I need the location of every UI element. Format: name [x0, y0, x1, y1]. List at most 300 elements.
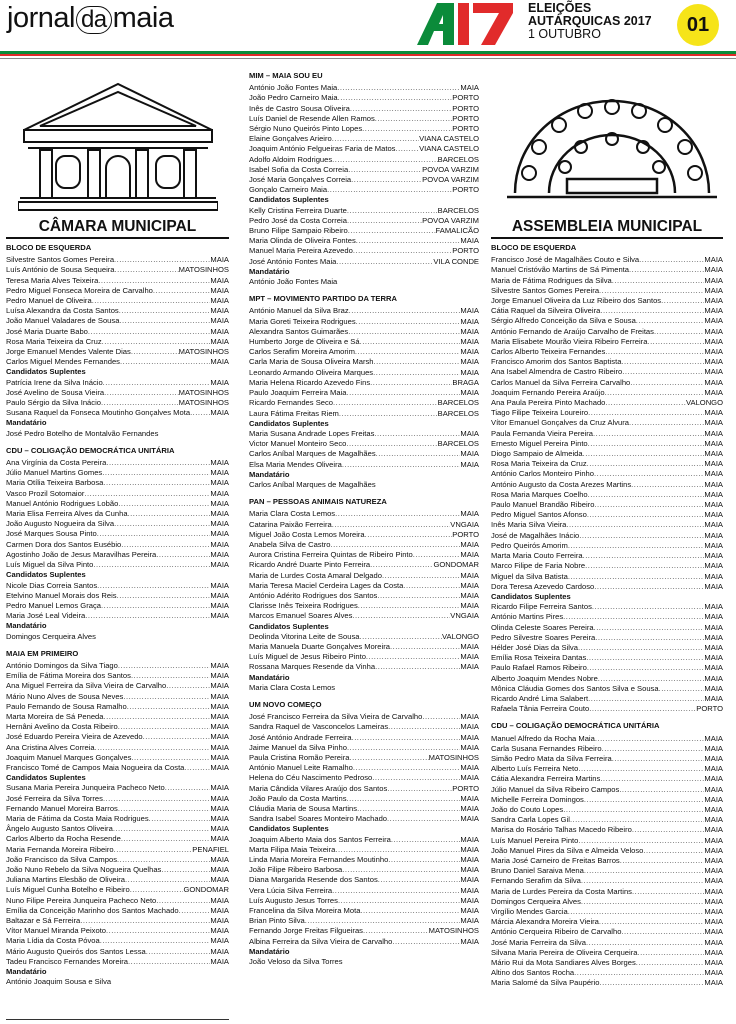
party-title: MIM – MAIA SOU EU	[249, 71, 323, 80]
candidate-municipality: MAIA	[210, 336, 229, 346]
candidate-municipality: MAIA	[460, 590, 479, 600]
candidate-name: Silvestre Santos Gomes Pereira	[6, 255, 115, 265]
candidate-municipality: MAIA	[704, 794, 723, 804]
thin-stripe	[0, 58, 736, 59]
candidate-municipality: MAIA	[210, 834, 229, 844]
candidate-municipality: MAIA	[704, 561, 723, 571]
candidate-municipality: MAIA	[704, 479, 723, 489]
candidate-municipality: BARCELOS	[437, 205, 479, 215]
candidate-name: Susana Maria Pereira Junqueira Pacheco Neto	[6, 783, 165, 793]
candidate-row	[491, 684, 723, 694]
candidate-name: Cátia Alexandra Ferreira Martins	[491, 774, 601, 784]
candidate-municipality: PORTO	[452, 124, 479, 134]
candidate-row	[249, 409, 479, 419]
candidate-row	[6, 916, 229, 926]
candidate-row	[249, 652, 479, 662]
candidate-name: Marcos Emanuel Soares Alves	[249, 611, 353, 621]
candidate-municipality: MAIA	[210, 590, 229, 600]
candidate-row	[491, 531, 723, 541]
candidate-name: Sandra Raquel de Vasconcelos Lameiras	[249, 722, 389, 732]
dot-leader	[332, 134, 419, 144]
dot-leader	[102, 468, 210, 478]
candidate-row	[6, 753, 229, 763]
candidate-name: Ana Miguel Ferreira da Silva Vieira de Carvalho	[6, 681, 167, 691]
subsection-label: Candidatos Suplentes	[6, 773, 86, 783]
dot-leader	[600, 774, 704, 784]
candidate-row	[6, 783, 229, 793]
candidate-municipality: MAIA	[704, 845, 723, 855]
dot-leader	[337, 83, 460, 93]
candidate-municipality: MAIA	[210, 946, 229, 956]
candidate-municipality: MAIA	[460, 804, 479, 814]
candidate-row	[249, 144, 479, 154]
dot-leader	[101, 601, 210, 611]
candidate-municipality: VALONGO	[442, 631, 479, 641]
candidate-municipality: VIANA CASTELO	[419, 134, 479, 144]
dot-leader	[619, 785, 704, 795]
candidate-row	[491, 856, 723, 866]
subsection-label: Mandatário	[6, 967, 47, 977]
candidate-name: Rossana Marques Resende da Vinha	[249, 662, 376, 672]
candidate-name: António Manuel da Silva Braz	[249, 306, 349, 316]
candidate-name: João Augusto Nogueira da Silva	[6, 519, 115, 529]
candidate-row	[491, 398, 723, 408]
dot-leader	[587, 510, 705, 520]
subsection-label: Mandatário	[249, 672, 290, 682]
candidate-name: Miguel da Silva Batista	[491, 571, 568, 581]
candidate-name: Cátia Raquel da Silveira Oliveira	[491, 306, 601, 316]
subsection-label: Mandatário	[249, 946, 290, 956]
subsection-label: Candidatos Suplentes	[491, 591, 571, 601]
dot-leader	[595, 633, 704, 643]
candidate-municipality: MAIA	[210, 600, 229, 610]
candidate-municipality: MAIA	[460, 662, 479, 672]
candidate-row	[249, 865, 479, 875]
candidate-municipality: MAIA	[460, 428, 479, 438]
candidate-municipality: MAIA	[210, 854, 229, 864]
candidate-municipality: PORTO	[452, 93, 479, 103]
dot-leader	[413, 550, 461, 560]
candidate-municipality: GONDOMAR	[433, 560, 479, 570]
candidate-name: Carlos Alberto da Rocha Resende	[6, 834, 121, 844]
candidate-row	[249, 388, 479, 398]
candidate-municipality: MAIA	[210, 519, 229, 529]
candidate-municipality: MAIA	[704, 489, 723, 499]
dot-leader	[119, 316, 210, 326]
candidate-municipality: MAIA	[704, 387, 723, 397]
candidate-name: Maria Helena Ricardo Azevedo Fins	[249, 377, 371, 387]
candidate-row	[491, 633, 723, 643]
dot-leader	[104, 712, 211, 722]
candidate-name: Brian Pinto Silva	[249, 916, 305, 926]
dot-leader	[121, 540, 210, 550]
candidate-municipality: MAIA	[210, 671, 229, 681]
candidate-name: Ernesto Miguel Pereira Pinto	[491, 438, 588, 448]
candidate-municipality: MAIA	[460, 580, 479, 590]
dot-leader	[594, 500, 704, 510]
dot-leader	[100, 936, 211, 946]
candidate-name: José António Andrade Ferreira	[249, 732, 352, 742]
candidate-municipality: MAIA	[460, 347, 479, 357]
candidate-municipality: MAIA	[210, 549, 229, 559]
dot-leader	[382, 571, 460, 581]
dot-leader	[636, 958, 705, 968]
candidate-row	[6, 468, 229, 478]
party-title: BLOCO DE ESQUERDA	[491, 243, 577, 252]
dot-leader	[581, 876, 705, 886]
candidate-row	[249, 642, 479, 652]
candidate-name: Susana Raquel da Fonseca Moutinho Gonçalves Mota	[6, 408, 191, 418]
candidate-row	[491, 357, 723, 367]
dot-leader	[563, 805, 704, 815]
candidate-name: José Eduardo Pereira Vieira de Azevedo	[6, 732, 143, 742]
candidate-row	[491, 388, 723, 398]
candidate-name: Marco Filipe de Faria Nobre	[491, 561, 586, 571]
candidate-row	[6, 529, 229, 539]
candidate-name: João Manuel Valadares de Sousa	[6, 316, 120, 326]
candidate-row	[491, 582, 723, 592]
candidate-municipality: PORTO	[452, 246, 479, 256]
candidate-name: Anabela Silva de Castro	[249, 539, 331, 549]
candidate-row	[6, 408, 229, 418]
candidate-row	[6, 357, 229, 367]
party-section	[249, 700, 479, 967]
candidate-name: Inês de Castro Sousa Oliveira	[249, 103, 350, 113]
candidate-row	[6, 519, 229, 529]
camara-candidates-column-2	[249, 71, 479, 967]
candidate-row	[491, 694, 723, 704]
candidate-name: Maria Goreti Teixeira Rodrigues	[249, 316, 356, 326]
candidate-municipality: MAIA	[704, 917, 723, 927]
dot-leader	[156, 550, 210, 560]
candidate-row	[249, 591, 479, 601]
candidate-row	[491, 805, 723, 815]
dot-leader	[360, 906, 460, 916]
candidate-name: Albina Ferreira da Silva Vieira de Carvalho	[249, 936, 393, 946]
assembly-hemicycle-icon	[507, 95, 717, 205]
candidate-municipality: MAIA	[210, 681, 229, 691]
candidate-municipality: MAIA	[460, 814, 479, 824]
candidate-row	[249, 906, 479, 916]
dot-leader	[95, 743, 211, 753]
candidate-name: Manuel Alfredo da Rocha Maia	[491, 733, 595, 743]
candidate-municipality: MAIA	[704, 377, 723, 387]
assembleia-municipal-title: ASSEMBLEIA MUNICIPAL	[511, 218, 703, 235]
candidate-name: Maria Elisa Ferreira Alves da Cunha	[6, 509, 128, 519]
candidate-municipality: MAIA	[210, 488, 229, 498]
subsection-label: Mandatário	[6, 621, 47, 631]
candidate-row	[491, 785, 723, 795]
camara-candidates-column	[6, 243, 229, 987]
candidate-municipality: MAIA	[704, 774, 723, 784]
candidate-row	[6, 398, 229, 408]
candidate-row	[6, 936, 229, 946]
candidate-row	[491, 968, 723, 978]
dot-leader	[80, 916, 210, 926]
candidate-row	[6, 478, 229, 488]
dot-leader	[101, 398, 179, 408]
candidate-municipality: MAIA	[210, 316, 229, 326]
candidate-row	[6, 855, 229, 865]
candidate-municipality: MAIA	[704, 947, 723, 957]
candidate-row	[6, 255, 229, 265]
candidate-municipality: MAIA	[460, 652, 479, 662]
dot-leader	[395, 144, 419, 154]
candidate-row	[491, 265, 723, 275]
dot-leader	[114, 845, 193, 855]
dot-leader	[593, 429, 704, 439]
candidate-row	[491, 653, 723, 663]
subsection-label: Mandatário	[6, 418, 47, 428]
candidate-name: António Domingos da Silva Tiago	[6, 660, 118, 670]
candidate-row	[249, 611, 479, 621]
candidate-row	[491, 327, 723, 337]
dot-leader	[403, 581, 460, 591]
candidate-row	[249, 722, 479, 732]
dot-leader	[362, 124, 452, 134]
candidate-municipality: MAIA	[210, 916, 229, 925]
candidate-row	[6, 296, 229, 306]
dot-leader	[114, 255, 210, 265]
candidate-municipality: MAIA	[210, 905, 229, 915]
party-section	[6, 243, 229, 439]
candidate-municipality: MAIA	[704, 530, 723, 540]
candidate-municipality: MAIA	[704, 642, 723, 652]
dot-leader	[388, 855, 460, 865]
candidate-municipality: MATOSINHOS	[428, 753, 479, 762]
candidate-name: Altino dos Santos Rocha	[491, 968, 575, 978]
party-section	[491, 721, 723, 988]
candidate-name: António Martins Pires	[491, 612, 564, 622]
candidate-name: Tadeu Francisco Fernandes Moreira	[6, 956, 128, 966]
candidate-name: Júlio Manuel da Silva Ribeiro Campos	[491, 784, 620, 794]
dot-leader	[375, 662, 460, 672]
candidate-municipality: MAIA	[704, 306, 723, 316]
dot-leader	[391, 835, 461, 845]
candidate-municipality: MAIA	[704, 428, 723, 438]
dot-leader	[612, 276, 705, 286]
candidate-municipality: MAIA	[704, 968, 723, 978]
dot-leader	[390, 642, 460, 652]
mandatario-name: António João Fontes Maia	[249, 277, 338, 287]
candidate-row	[491, 429, 723, 439]
candidate-row	[6, 661, 229, 671]
page-number-badge: 01	[677, 4, 719, 46]
candidate-name: Maria de Fátima da Costa Maia Rodrigues	[6, 813, 149, 823]
candidate-name: Etelvino Manuel Morais dos Reis	[6, 590, 117, 600]
candidate-municipality: MAIA	[460, 459, 479, 469]
candidate-municipality: MAIA	[210, 824, 229, 834]
dot-leader	[118, 499, 210, 509]
candidate-name: Vasco Prozil Sotomaior	[6, 488, 85, 498]
dot-leader	[305, 916, 461, 926]
dot-leader	[568, 541, 705, 551]
candidate-name: Vítor Manuel Miranda Peixoto	[6, 926, 107, 936]
candidate-name: Marisa do Rosário Talhas Macedo Ribeiro	[491, 825, 632, 835]
candidate-municipality: MAIA	[460, 855, 479, 865]
candidate-row	[491, 815, 723, 825]
candidate-municipality: PORTO	[452, 185, 479, 195]
candidate-municipality: MAIA	[460, 326, 479, 336]
candidate-name: Ana Virgínia da Costa Pereira	[6, 458, 107, 468]
candidate-name: Hélder José Dias da Silva	[491, 642, 578, 652]
dot-leader	[342, 460, 461, 470]
candidate-row	[491, 623, 723, 633]
candidate-row	[491, 795, 723, 805]
title-underline	[6, 237, 229, 239]
dot-leader	[612, 754, 705, 764]
candidate-row	[491, 876, 723, 886]
dot-leader	[117, 855, 210, 865]
candidate-name: Silvestre Santos Gomes Pereira	[491, 285, 600, 295]
candidate-row	[6, 591, 229, 601]
candidate-municipality: VALONGO	[686, 398, 723, 408]
dot-leader	[659, 684, 705, 694]
candidate-municipality: MAIA	[460, 641, 479, 651]
party-section	[249, 497, 479, 693]
candidate-name: Emília Rosa Teixeira Dantas	[491, 653, 587, 663]
candidate-municipality: MAIA	[704, 693, 723, 703]
candidate-row	[249, 337, 479, 347]
candidate-name: Adolfo Aldoim Rodrigues	[249, 154, 333, 164]
candidate-row	[491, 764, 723, 774]
dot-leader	[114, 519, 210, 529]
candidate-name: Kelly Cristina Ferreira Duarte	[249, 205, 347, 215]
candidate-municipality: MAIA	[704, 886, 723, 896]
candidate-name: Fernando Jorge Freitas Filgueiras	[249, 926, 363, 936]
red-stripe	[0, 54, 736, 56]
dot-leader	[92, 296, 211, 306]
candidate-row	[6, 337, 229, 347]
candidate-name: Ana Isabel Almendra de Castro Ribeiro	[491, 367, 623, 377]
candidate-name: Francisco Amorim dos Santos Baptista	[491, 357, 622, 367]
subsection-label: Candidatos Suplentes	[249, 621, 329, 631]
dot-leader	[632, 887, 704, 897]
candidate-row	[6, 286, 229, 296]
candidate-name: António Adérito Rodrigues dos Santos	[249, 590, 378, 600]
dot-leader	[636, 316, 705, 326]
candidate-municipality: MAIA	[704, 876, 723, 886]
dot-leader	[156, 896, 210, 906]
candidate-name: Helena do Céu Nascimento Pedroso	[249, 773, 373, 783]
candidate-row	[491, 774, 723, 784]
candidate-name: Francelina da Silva Moreira Mota	[249, 906, 361, 916]
dot-leader	[352, 733, 461, 743]
candidate-row	[249, 93, 479, 103]
candidate-municipality: MAIA	[704, 275, 723, 285]
election-subtitle: AUTÁRQUICAS 2017	[528, 14, 652, 28]
candidate-name: Fernando Manuel Moreira Barros	[6, 803, 118, 813]
candidate-row	[491, 337, 723, 347]
candidate-row	[491, 938, 723, 948]
dot-leader	[347, 206, 438, 216]
candidate-name: Joaquim Alberto Maia dos Santos Ferreira	[249, 834, 391, 844]
candidate-row	[491, 572, 723, 582]
candidate-name: Maria Otília Teixeira Barbosa	[6, 478, 104, 488]
candidate-row	[249, 743, 479, 753]
dot-leader	[588, 408, 704, 418]
dot-leader	[574, 968, 704, 978]
dot-leader	[578, 643, 704, 653]
candidate-name: José Maria Duarte Babo	[6, 326, 88, 336]
candidate-municipality: POVOA VARZIM	[422, 215, 479, 225]
candidate-row	[249, 581, 479, 591]
column-bottom-rule	[6, 1019, 229, 1020]
candidate-name: Francisco Tomé de Campos Maia Nogueira da Costa	[6, 762, 185, 772]
dot-leader	[598, 674, 705, 684]
candidate-name: João Nuno Rebelo da Silva Nogueira Quelhas	[6, 864, 162, 874]
candidate-municipality: MAIA	[210, 793, 229, 803]
candidate-row	[249, 886, 479, 896]
candidate-row	[249, 855, 479, 865]
candidate-name: José Ferreira da Silva Torres	[6, 793, 103, 803]
candidate-name: Cláudia Maria de Sousa Martins	[249, 804, 358, 814]
candidate-name: Baltazar e Sá Ferreira	[6, 916, 81, 925]
candidate-name: Nicole Dias Correia Santos	[6, 580, 98, 590]
candidate-row	[249, 926, 479, 936]
dot-leader	[119, 306, 211, 316]
mandatario-name: José Pedro Botelho de Montalvão Fernandes	[6, 428, 159, 438]
candidate-name: Alberto Luís Ferreira Neto	[491, 764, 579, 774]
candidate-name: Maria Lídia da Costa Póvoa	[6, 936, 100, 946]
dot-leader	[128, 509, 211, 519]
dot-leader	[118, 661, 211, 671]
candidate-municipality: MAIA	[460, 722, 479, 732]
dot-leader	[563, 612, 704, 622]
candidate-name: Luís Manuel Pereira Pinto	[491, 835, 579, 845]
dot-leader	[179, 906, 211, 916]
candidate-municipality: MAIA	[460, 936, 479, 946]
dot-leader	[588, 490, 705, 500]
dot-leader	[631, 480, 704, 490]
candidate-row	[249, 185, 479, 195]
dot-leader	[599, 917, 705, 927]
candidate-row	[249, 347, 479, 357]
candidate-municipality: MAIA	[210, 691, 229, 701]
candidate-name: Pedro Miguel Santos Afonso	[491, 510, 587, 520]
candidate-row	[6, 834, 229, 844]
candidate-municipality: BARCELOS	[437, 408, 479, 418]
dot-leader	[568, 572, 705, 582]
candidate-municipality: VNGAIA	[450, 519, 479, 529]
election-date: 1 OUTUBRO	[528, 27, 601, 41]
candidate-row	[491, 846, 723, 856]
candidate-row	[249, 378, 479, 388]
subsection-label: Mandatário	[249, 469, 290, 479]
dot-leader	[605, 347, 704, 357]
candidate-municipality: MAIA	[704, 408, 723, 418]
candidate-municipality: MAIA	[460, 337, 479, 347]
candidate-municipality: MAIA	[210, 701, 229, 711]
candidate-row	[249, 83, 479, 93]
candidate-municipality: MAIA	[704, 804, 723, 814]
candidate-row	[6, 794, 229, 804]
candidate-name: Carlos Manuel da Silva Ferreira Carvalho	[491, 377, 631, 387]
candidate-row	[6, 550, 229, 560]
candidate-municipality: MAIA	[210, 803, 229, 813]
dot-leader	[377, 591, 460, 601]
dot-leader	[372, 773, 460, 783]
dot-leader	[118, 804, 211, 814]
candidate-municipality: PORTO	[452, 529, 479, 539]
candidate-municipality: MAIA	[704, 520, 723, 530]
candidate-municipality: MAIA	[210, 864, 229, 874]
dot-leader	[605, 388, 705, 398]
candidate-municipality: MAIA	[210, 255, 229, 265]
candidate-municipality: MAIA	[704, 907, 723, 916]
dot-leader	[365, 530, 453, 540]
dot-leader	[102, 337, 211, 347]
